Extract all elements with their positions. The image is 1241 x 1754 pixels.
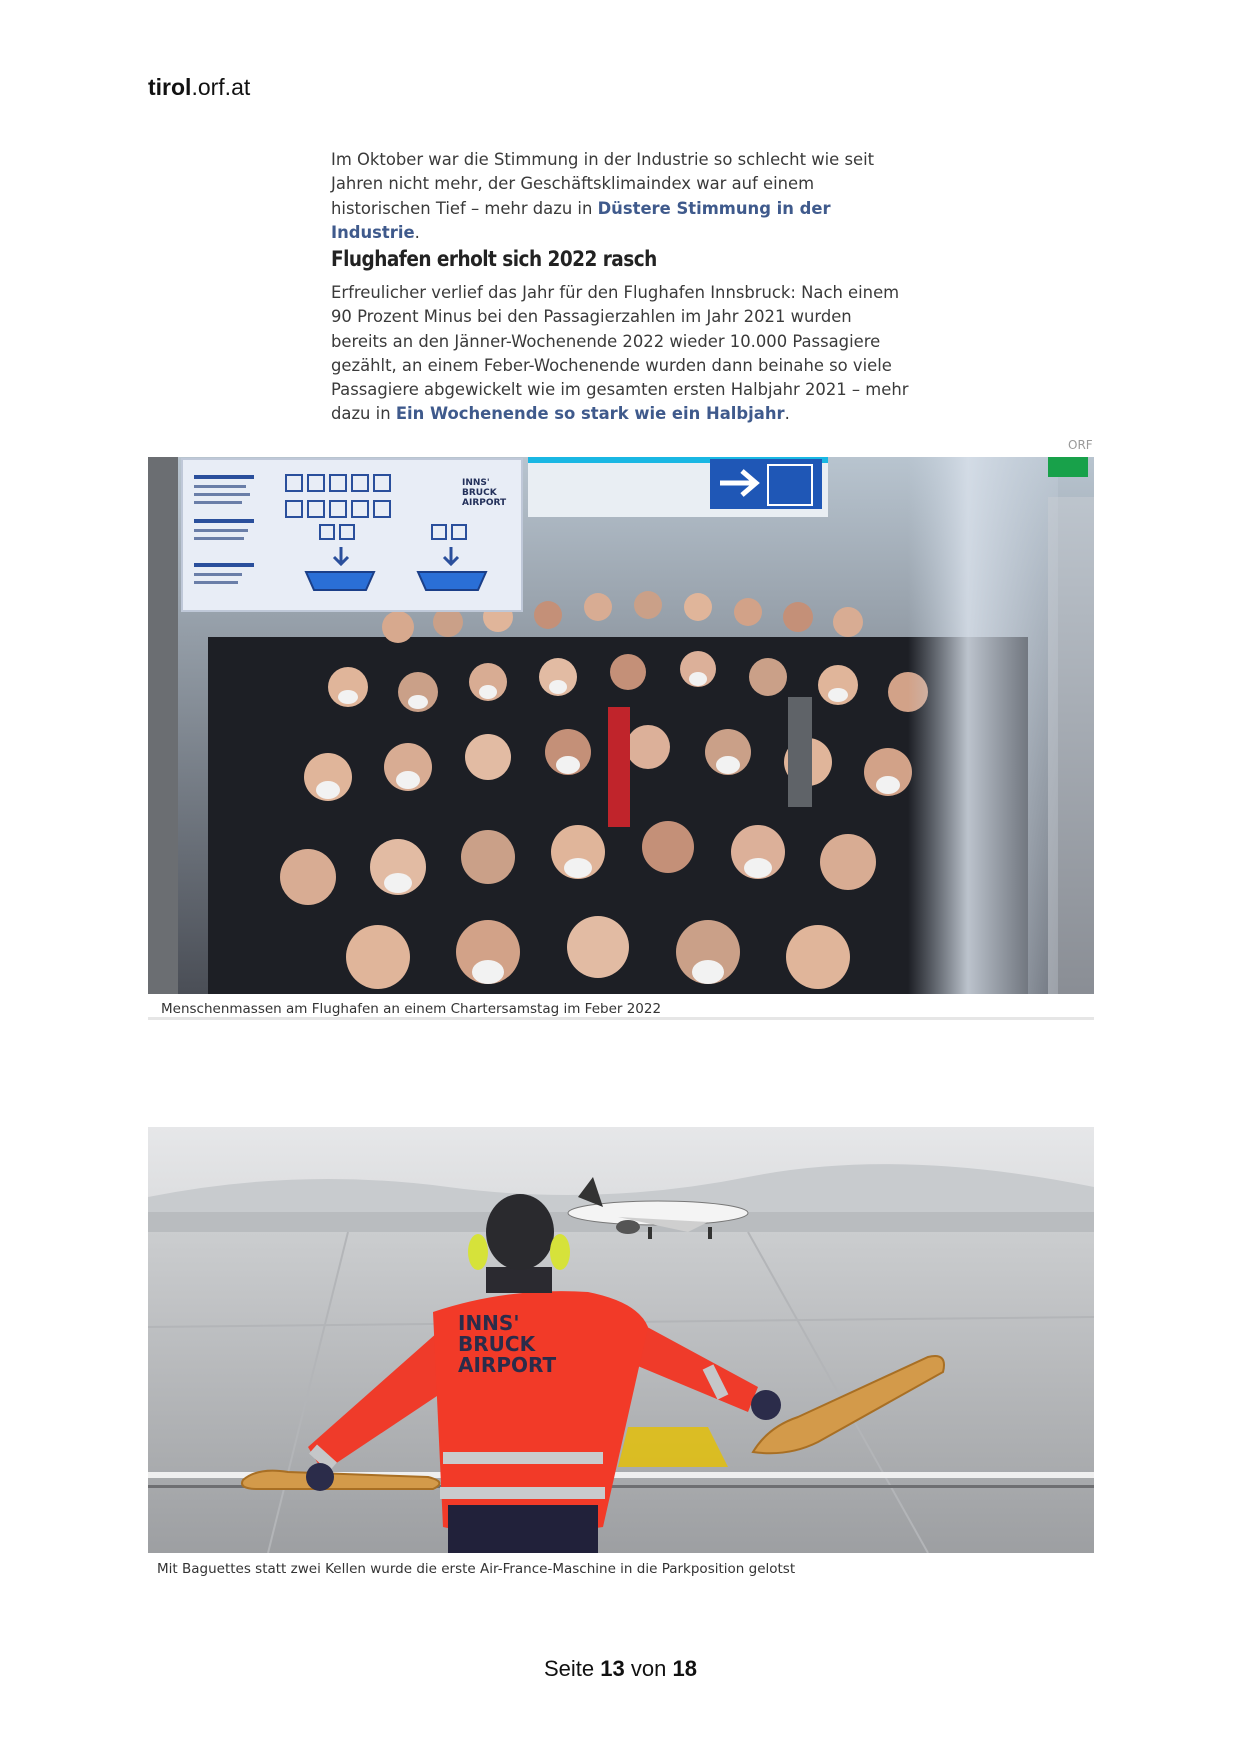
svg-text:BRUCK: BRUCK (462, 488, 497, 498)
photo-marshaller-baguettes (148, 1127, 1094, 1553)
svg-text:BRUCK: BRUCK (458, 1332, 536, 1356)
paragraph-industry (331, 148, 911, 245)
caption-crowd: Menschenmassen am Flughafen an einem Chartersamstag im Feber 2022 (148, 998, 1094, 1020)
link-wochenende-halbjahr[interactable]: Ein Wochenende so stark wie ein Halbjahr (395, 404, 785, 424)
paragraph-airport (331, 281, 911, 427)
section-heading: Flughafen erholt sich 2022 rasch (331, 247, 657, 271)
svg-text:AIRPORT: AIRPORT (458, 1353, 557, 1377)
photo-crowd-airport (148, 457, 1094, 994)
footer-prefix: Seite (544, 1656, 595, 1681)
current-page: 13 (600, 1656, 625, 1681)
site-name-rest: .orf.at (191, 74, 251, 100)
site-name-bold: tirol (148, 74, 192, 100)
paragraph-tail: . (784, 404, 790, 424)
page-number-footer (0, 1656, 1241, 1682)
sign-airport-label: INNS' (462, 478, 490, 488)
caption-baguettes: Mit Baguettes statt zwei Kellen wurde die erste Air-France-Maschine in die Parkposition gelotst (157, 1561, 796, 1577)
svg-text:AIRPORT: AIRPORT (462, 498, 507, 508)
image-credit: ORF (1068, 438, 1093, 452)
paragraph-text: Im Oktober war die Stimmung in der Industrie so schlecht wie seit Jahren nicht mehr, der Geschäftsklimaindex war auf einem historischen Tief – mehr dazu in (331, 150, 875, 218)
marshaller-photo-illustration (148, 1127, 1094, 1553)
paragraph-tail: . (414, 222, 420, 242)
footer-middle: von (630, 1656, 667, 1681)
link-duestere-stimmung[interactable]: Düstere Stimmung in der Industrie (331, 198, 831, 242)
site-header (148, 74, 250, 101)
total-pages: 18 (672, 1656, 697, 1681)
paragraph-text: Erfreulicher verlief das Jahr für den Flughafen Innsbruck: Nach einem 90 Prozent Minus bei den Passagierzahlen im Jahr 2021 wurden bereits an den Jänner-Wochenende 2022 wieder 10.000 Passagiere gezählt, an einem Feber-Wochenende wurden dann beinahe so viele Passagiere abgewickelt wie im gesamten ersten Halbjahr 2021 – mehr dazu in (331, 283, 909, 424)
jacket-text: INNS' (458, 1311, 520, 1335)
crowd-photo-illustration (148, 457, 1094, 994)
